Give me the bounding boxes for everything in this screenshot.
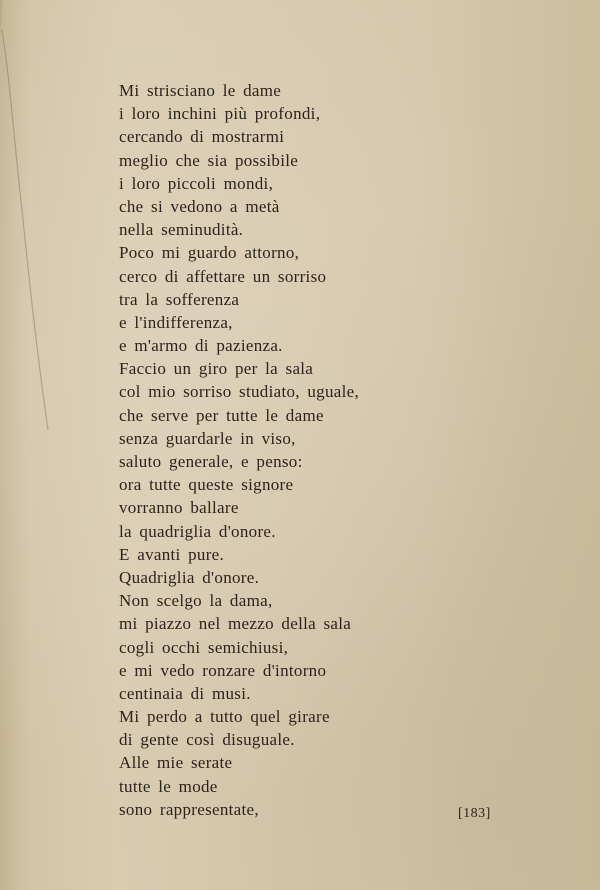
poem-line: meglio che sia possibile [119, 150, 299, 170]
poem-line: Quadriglia d'onore. [119, 567, 260, 587]
poem-line: Faccio un giro per la sala [119, 359, 314, 379]
poem-line: mi piazzo nel mezzo della sala [119, 614, 352, 634]
poem-line: nella seminudità. [119, 220, 244, 240]
poem-line: E avanti pure. [119, 544, 225, 564]
poem-line: vorranno ballare [119, 498, 239, 518]
poem-line: cercando di mostrarmi [119, 127, 285, 147]
poem-line: col mio sorriso studiato, uguale, [119, 382, 360, 402]
poem-line: cogli occhi semichiusi, [119, 637, 289, 657]
poem-line: e mi vedo ronzare d'intorno [119, 660, 327, 680]
poem-line: e l'indifferenza, [119, 312, 233, 332]
poem-line: tra la sofferenza [119, 289, 240, 309]
poem-line: Mi perdo a tutto quel girare [119, 707, 330, 727]
poem-line: Mi strisciano le dame [119, 81, 282, 100]
poem-line: che si vedono a metà [119, 196, 280, 216]
poem-line: i loro piccoli mondi, [119, 173, 274, 193]
poem-line: tutte le mode [119, 776, 218, 796]
poem-line: ora tutte queste signore [119, 475, 294, 495]
poem-line: Poco mi guardo attorno, [119, 243, 300, 263]
poem-line: Alle mie serate [119, 753, 233, 773]
poem-line: centinaia di musi. [119, 683, 251, 703]
poem-line: saluto generale, e penso: [119, 452, 303, 471]
poem-line: senza guardarle in viso, [119, 428, 296, 448]
poem-line: che serve per tutte le dame [119, 405, 324, 425]
poem-line: di gente così disuguale. [119, 730, 295, 750]
poem-line: e m'armo di pazienza. [119, 336, 283, 356]
poem-line: sono rappresentate, [119, 799, 259, 819]
poem-line: i loro inchini più profondi, [119, 104, 321, 124]
poem-line: Non scelgo la dama, [119, 591, 273, 611]
poem-text [119, 79, 359, 821]
poem-line: cerco di affettare un sorriso [119, 266, 327, 286]
poem-line: la quadriglia d'onore. [119, 521, 276, 541]
page-number: [183] [458, 806, 491, 821]
